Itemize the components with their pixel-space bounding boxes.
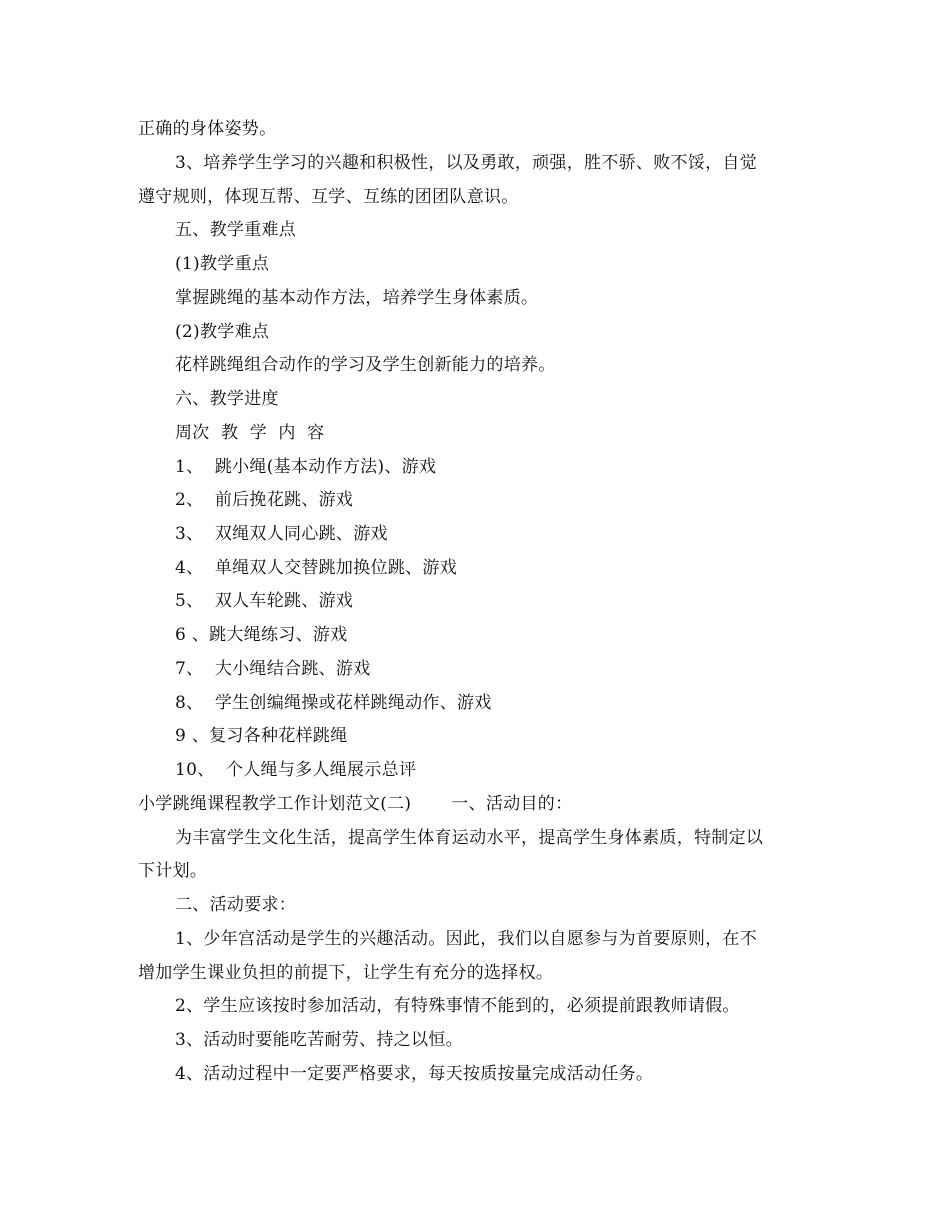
section-heading: 五、教学重难点 (175, 220, 297, 240)
text-line: 花样跳绳组合动作的学习及学生创新能力的培养。 (175, 355, 556, 375)
schedule-item: 3、 双绳双人同心跳、游戏 (175, 524, 388, 544)
section-heading: 六、教学进度 (175, 389, 279, 409)
text-line: 4、活动过程中一定要严格要求，每天按质按量完成活动任务。 (175, 1064, 654, 1084)
text-line: 掌握跳绳的基本动作方法，培养学生身体素质。 (175, 288, 539, 308)
schedule-item: 8、 学生创编绳操或花样跳绳动作、游戏 (175, 693, 492, 713)
text-line: 2、学生应该按时参加活动，有特殊事情不能到的，必须提前跟教师请假。 (175, 996, 740, 1016)
schedule-item: 6 、跳大绳练习、游戏 (175, 625, 348, 645)
schedule-item: 1、 跳小绳(基本动作方法)、游戏 (175, 457, 437, 477)
text-line: 遵守规则，体现互帮、互学、互练的团团队意识。 (138, 187, 519, 207)
section-heading: 二、活动要求： (175, 895, 297, 915)
schedule-item: 5、 双人车轮跳、游戏 (175, 591, 354, 611)
subsection-heading: (1)教学重点 (175, 254, 270, 274)
schedule-item: 9 、复习各种花样跳绳 (175, 726, 348, 746)
text-line: 3、活动时要能吃苦耐劳、持之以恒。 (175, 1030, 463, 1050)
subsection-heading: (2)教学难点 (175, 322, 270, 342)
schedule-item: 2、 前后挽花跳、游戏 (175, 490, 354, 510)
text-line: 下计划。 (138, 861, 208, 881)
text-line: 为丰富学生文化生活，提高学生体育运动水平，提高学生身体素质，特制定以 (175, 828, 764, 848)
schedule-header: 周次 教 学 内 容 (175, 423, 325, 443)
schedule-item: 10、 个人绳与多人绳展示总评 (175, 760, 417, 780)
text-line: 正确的身体姿势。 (138, 119, 277, 139)
text-line: 1、少年宫活动是学生的兴趣活动。因此，我们以自愿参与为首要原则，在不 (175, 929, 758, 949)
text-line: 3、培养学生学习的兴趣和积极性，以及勇敢，顽强，胜不骄、败不馁，自觉 (175, 153, 758, 173)
document-title: 小学跳绳课程教学工作计划范文(二) 一、活动目的： (138, 794, 573, 814)
schedule-item: 7、 大小绳结合跳、游戏 (175, 659, 371, 679)
text-line: 增加学生课业负担的前提下，让学生有充分的选择权。 (138, 963, 554, 983)
schedule-item: 4、 单绳双人交替跳加换位跳、游戏 (175, 558, 458, 578)
